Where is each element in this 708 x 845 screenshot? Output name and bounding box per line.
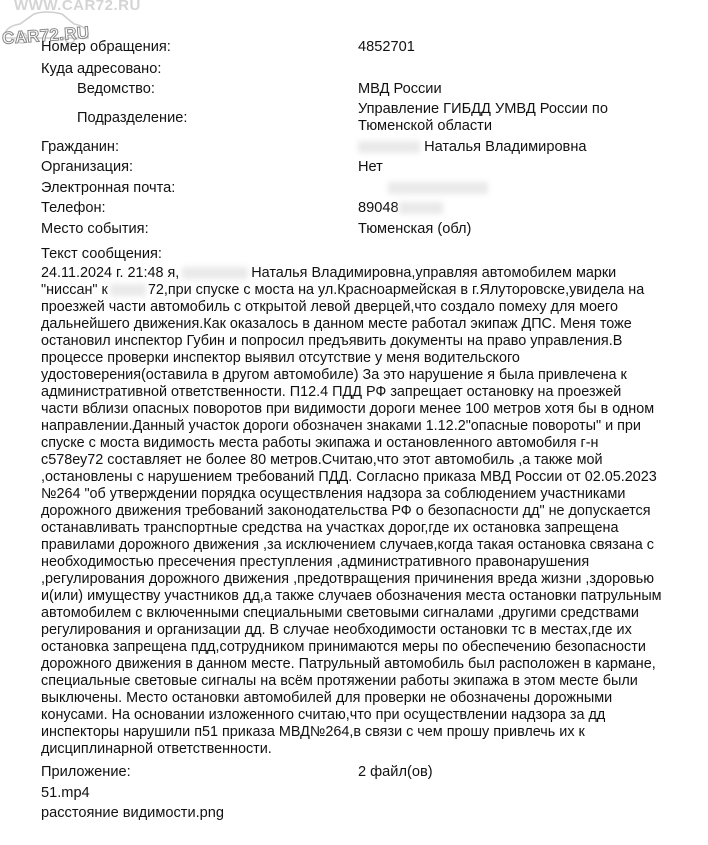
subdivision-value-line-2: Тюменской области: [358, 118, 493, 134]
email-row: [0, 180, 708, 198]
organization-label: Организация:: [41, 159, 134, 175]
message-line: инспекторы нарушили п51 приказа МВД№264,в связи с чем прошу привлечь их к: [41, 724, 585, 740]
subdivision-value-line-1: Управление ГИБДД УМВД России по: [358, 101, 608, 117]
citizen-row: [0, 139, 708, 157]
attachment-row: [0, 764, 708, 782]
message-line: [41, 265, 616, 281]
message-line: и(или) имуществу участников дд,а также случаев обозначения места остановки патрульным: [41, 588, 662, 604]
message-line: ,регулирования дорожного движения ,предотвращения причинения вреда жизни ,здоровью: [41, 571, 655, 587]
message-label-row: [0, 246, 708, 264]
appeal-number-label: Номер обращения:: [41, 39, 171, 55]
phone-value: 89048: [358, 200, 399, 216]
citizen-label: Гражданин:: [41, 139, 120, 155]
phone-value-wrap: [358, 200, 443, 216]
event-place-label: Место события:: [41, 221, 149, 237]
event-place-row: [0, 221, 708, 239]
attachment-label: Приложение:: [41, 764, 131, 780]
attachment-file-row[interactable]: [0, 785, 708, 803]
department-label: Ведомство:: [77, 81, 155, 97]
message-line: специальные световые сигналы на всём протяжении работы экипажа в этом месте были: [41, 673, 638, 689]
message-line: дорожного движения требований законодательства РФ о безопасности дд" не допускается: [41, 503, 651, 519]
appeal-number-value: 4852701: [358, 39, 415, 55]
organization-value: Нет: [358, 159, 383, 175]
message-line: выключены. Место остановки автомобилей для проверки не обозначены дорожными: [41, 690, 613, 706]
redacted-surname-inline: [182, 267, 248, 279]
message-line: дисциплинарной ответственности.: [41, 741, 272, 757]
message-line: останавливать транспортные средства на участках дорог,где их остановка запрещена: [41, 520, 619, 536]
citizen-value-wrap: [358, 139, 587, 155]
message-line: направлении.Данный участок дороги обозначен знаками 1.12.2"опасные повороты" и при: [41, 418, 641, 434]
redacted-plate: [110, 284, 146, 296]
subdivision-label: Подразделение:: [77, 110, 188, 126]
department-value: МВД России: [358, 81, 442, 97]
attachment-file-row[interactable]: [0, 805, 708, 823]
addressed-to-row: [0, 61, 708, 79]
subdivision-value: [358, 101, 678, 135]
watermark-site-text: WWW.CAR72.RU: [14, 0, 141, 14]
message-line: спуске с моста видимость места работы экипажа и остановленного автомобиля г-н: [41, 435, 599, 451]
message-line: ,остановлены с нарушением требований ПДД. Согласно приказа МВД России от 02.05.2023: [41, 469, 657, 485]
message-line: остановил инспектор Губин и попросил предъявить документы на право управления.В: [41, 333, 623, 349]
message-line: части вблизи опасных поворотов при видимости дороги менее 100 метров хотя бы в одном: [41, 401, 655, 417]
event-place-value: Тюменская (обл): [358, 221, 472, 237]
message-label: Текст сообщения:: [41, 246, 162, 262]
message-line: остановка запрещена пдд,сотрудником принимаются меры по обеспечению безопасности: [41, 639, 646, 655]
message-line: правилами дорожного движения ,за исключением случаев,когда такая остановка связана с: [41, 537, 654, 553]
message-line: дорожного движения в данном месте. Патрульный автомобиль был расположен в кармане,: [41, 656, 656, 672]
message-line-2-before: "ниссан" к: [41, 282, 108, 298]
message-line: [41, 282, 644, 298]
watermark-logo: CAR72.RU: [1, 22, 90, 49]
phone-row: [0, 200, 708, 218]
attachment-file-link[interactable]: расстояние видимости.png: [41, 805, 225, 821]
message-line: конусами. На основании изложенного считаю,что при осуществлении надзора за дд: [41, 707, 606, 723]
message-line: №264 "об утверждении порядка осуществления надзора за соблюдением участниками: [41, 486, 626, 502]
citizen-value: Наталья Владимировна: [424, 139, 587, 155]
addressed-to-label: Куда адресовано:: [41, 61, 162, 77]
message-line: проезжей части автомобиль с открытой левой дверцей,что создало помеху для моего: [41, 299, 618, 315]
email-value-redacted-wrap: [358, 180, 488, 196]
attachment-file-link[interactable]: 51.mp4: [41, 785, 90, 801]
organization-row: [0, 159, 708, 177]
department-row: [0, 81, 708, 99]
message-line: с578еу72 составляет не более 80 метров.Считаю,что этот автомобиль ,а также мой: [41, 452, 603, 468]
message-line: автомобилем с включенными специальными световыми сигналами ,другими средствами: [41, 605, 639, 621]
redacted-phone: [399, 202, 443, 214]
message-line: регулирования и организации дд. В случае необходимости остановки тс в местах,где их: [41, 622, 632, 638]
message-line: дальнейшего движения.Как оказалось в данном месте работал экипаж ДПС. Меня тоже: [41, 316, 632, 332]
redacted-email: [388, 182, 488, 194]
message-line: процессе проверки инспектор выявил отсутствие у меня водительского: [41, 350, 520, 366]
message-line: необходимостью пресечения преступления ,административного правонарушения: [41, 554, 590, 570]
phone-label: Телефон:: [41, 200, 106, 216]
message-line: удостоверения(оставила в другом автомобиле) За это нарушение я была привлечена к: [41, 367, 627, 383]
message-line-2-after: 72,при спуске с моста на ул.Красноармейская в г.Ялуторовске,увидела на: [147, 282, 645, 298]
message-line-1-after: Наталья Владимировна,управляя автомобилем марки: [251, 265, 617, 281]
redacted-surname: [358, 141, 420, 153]
attachment-count: 2 файл(ов): [358, 764, 433, 780]
appeal-number-row: [0, 39, 708, 57]
message-line-1-before: 24.11.2024 г. 21:48 я,: [41, 265, 180, 281]
email-label: Электронная почта:: [41, 180, 176, 196]
message-line: административной ответственности. П12.4 ПДД РФ запрещает остановку на проезжей: [41, 384, 622, 400]
